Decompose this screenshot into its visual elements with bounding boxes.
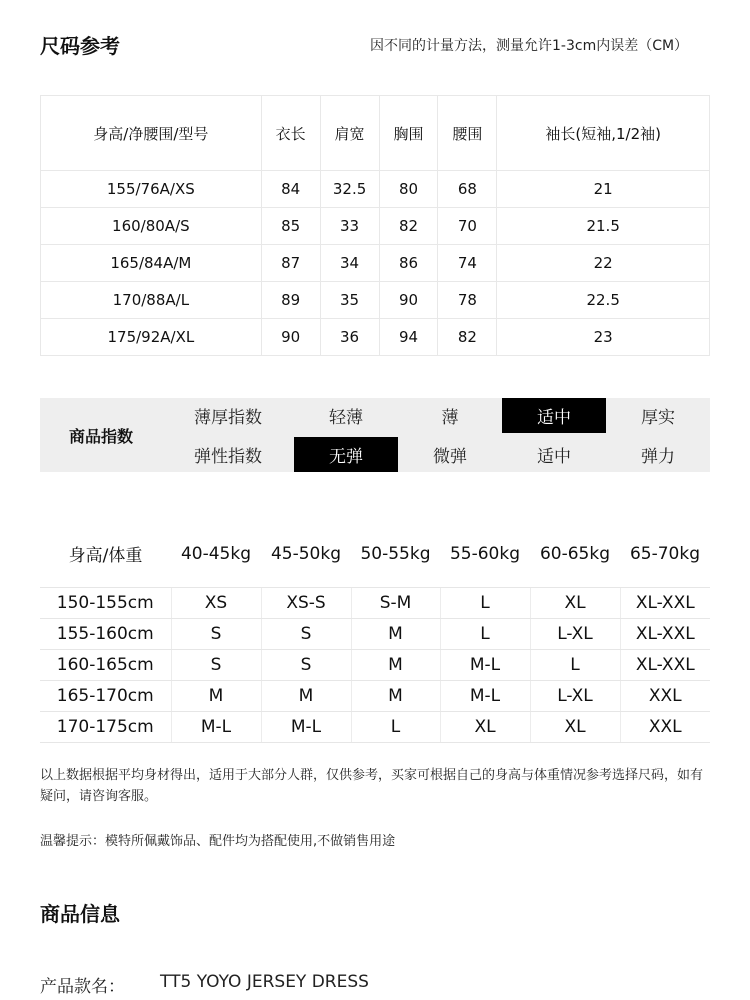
hw-cell: XS-S [261, 588, 351, 619]
size-cell: 80 [379, 171, 438, 208]
hw-cell: M-L [171, 712, 261, 743]
size-cell: 35 [320, 282, 379, 319]
hw-cell: S-M [351, 588, 440, 619]
elasticity-option: 微弹 [433, 447, 467, 467]
size-table-row [41, 282, 710, 319]
size-table-row [41, 245, 710, 282]
size-header-cell: 胸围 [379, 96, 438, 171]
size-cell: 175/92A/XL [41, 319, 262, 356]
size-table-row [41, 319, 710, 356]
size-cell: 82 [379, 208, 438, 245]
size-table-row [41, 208, 710, 245]
hw-cell: M [171, 681, 261, 712]
size-cell: 22 [497, 245, 710, 282]
hw-cell: L [530, 650, 620, 681]
thickness-option: 轻薄 [329, 408, 363, 428]
thickness-index-name: 薄厚指数 [194, 408, 262, 428]
size-cell: 70 [438, 208, 497, 245]
hw-cell: 165-170cm [40, 681, 171, 712]
hw-cell: XL-XXL [620, 650, 710, 681]
hw-cell: XS [171, 588, 261, 619]
hw-table-row [40, 619, 710, 650]
size-cell: 165/84A/M [41, 245, 262, 282]
hw-cell: 155-160cm [40, 619, 171, 650]
style-name-value: TT5 YOYO JERSEY DRESS [160, 972, 369, 992]
size-cell: 84 [261, 171, 320, 208]
hw-table-row [40, 588, 710, 619]
hw-cell: S [171, 619, 261, 650]
size-cell: 21.5 [497, 208, 710, 245]
hw-header-cell: 60-65kg [530, 520, 620, 588]
hw-cell: XL [440, 712, 530, 743]
hw-cell: L [440, 588, 530, 619]
size-cell: 22.5 [497, 282, 710, 319]
hw-cell: M-L [440, 681, 530, 712]
hw-header-cell: 45-50kg [261, 520, 351, 588]
hw-cell: 170-175cm [40, 712, 171, 743]
size-cell: 86 [379, 245, 438, 282]
size-table-header-row [41, 96, 710, 171]
measurement-note: 因不同的计量方法，测量允许1-3cm内误差（CM） [370, 38, 689, 54]
thickness-index-row [162, 398, 710, 433]
hw-table-header-row [40, 520, 710, 588]
hw-cell: L-XL [530, 681, 620, 712]
hw-table-row [40, 650, 710, 681]
hw-table-row [40, 681, 710, 712]
size-cell: 89 [261, 282, 320, 319]
hw-header-cell: 50-55kg [351, 520, 440, 588]
size-header-cell: 肩宽 [320, 96, 379, 171]
hw-cell: XL-XXL [620, 588, 710, 619]
hw-table-row [40, 712, 710, 743]
size-header-cell: 身高/净腰围/型号 [41, 96, 262, 171]
height-weight-table [40, 520, 710, 743]
hw-cell: XL [530, 588, 620, 619]
size-reference-title: 尺码参考 [40, 34, 120, 58]
elasticity-index-name: 弹性指数 [194, 447, 262, 467]
size-cell: 68 [438, 171, 497, 208]
disclaimer-text: 以上数据根据平均身材得出，适用于大部分人群，仅供参考，买家可根据自己的身高与体重情况参考选择尺码，如有疑问，请咨询客服。 [40, 768, 704, 804]
size-cell: 36 [320, 319, 379, 356]
hw-cell: L-XL [530, 619, 620, 650]
product-index-label: 商品指数 [68, 426, 133, 446]
size-header-cell: 腰围 [438, 96, 497, 171]
size-cell: 21 [497, 171, 710, 208]
hw-cell: XL [530, 712, 620, 743]
hw-header-cell: 65-70kg [620, 520, 710, 588]
elasticity-option: 适中 [537, 447, 571, 467]
size-cell: 34 [320, 245, 379, 282]
hw-cell: M [351, 681, 440, 712]
hw-header-cell: 55-60kg [440, 520, 530, 588]
elasticity-option: 无弹 [294, 437, 398, 472]
size-table [40, 95, 710, 356]
hw-cell: M-L [440, 650, 530, 681]
style-name-label: 产品款名： [40, 977, 125, 997]
size-cell: 87 [261, 245, 320, 282]
hw-cell: M [261, 681, 351, 712]
size-cell: 160/80A/S [41, 208, 262, 245]
hw-cell: M [351, 619, 440, 650]
size-header-cell: 衣长 [261, 96, 320, 171]
hw-cell: L [440, 619, 530, 650]
size-cell: 94 [379, 319, 438, 356]
hw-cell: XXL [620, 681, 710, 712]
size-cell: 78 [438, 282, 497, 319]
hw-cell: XXL [620, 712, 710, 743]
warm-tip-text: 温馨提示：模特所佩戴饰品、配件均为搭配使用,不做销售用途 [40, 834, 396, 849]
hw-cell: M [351, 650, 440, 681]
product-index-panel [40, 398, 710, 472]
hw-cell: S [261, 619, 351, 650]
size-cell: 74 [438, 245, 497, 282]
hw-cell: 150-155cm [40, 588, 171, 619]
hw-cell: XL-XXL [620, 619, 710, 650]
size-cell: 82 [438, 319, 497, 356]
size-cell: 155/76A/XS [41, 171, 262, 208]
size-cell: 33 [320, 208, 379, 245]
hw-header-cell: 身高/体重 [40, 520, 171, 588]
elasticity-index-row [162, 437, 710, 472]
size-cell: 90 [379, 282, 438, 319]
product-info-title: 商品信息 [40, 902, 120, 926]
thickness-option: 厚实 [641, 408, 675, 428]
elasticity-option: 弹力 [641, 447, 675, 467]
size-cell: 90 [261, 319, 320, 356]
thickness-option: 适中 [502, 398, 606, 433]
hw-cell: S [261, 650, 351, 681]
size-table-row [41, 171, 710, 208]
hw-cell: L [351, 712, 440, 743]
size-cell: 23 [497, 319, 710, 356]
size-cell: 85 [261, 208, 320, 245]
size-cell: 170/88A/L [41, 282, 262, 319]
size-header-cell: 袖长(短袖,1/2袖) [497, 96, 710, 171]
hw-cell: 160-165cm [40, 650, 171, 681]
thickness-option: 薄 [441, 408, 459, 428]
hw-cell: S [171, 650, 261, 681]
hw-cell: M-L [261, 712, 351, 743]
hw-header-cell: 40-45kg [171, 520, 261, 588]
size-cell: 32.5 [320, 171, 379, 208]
